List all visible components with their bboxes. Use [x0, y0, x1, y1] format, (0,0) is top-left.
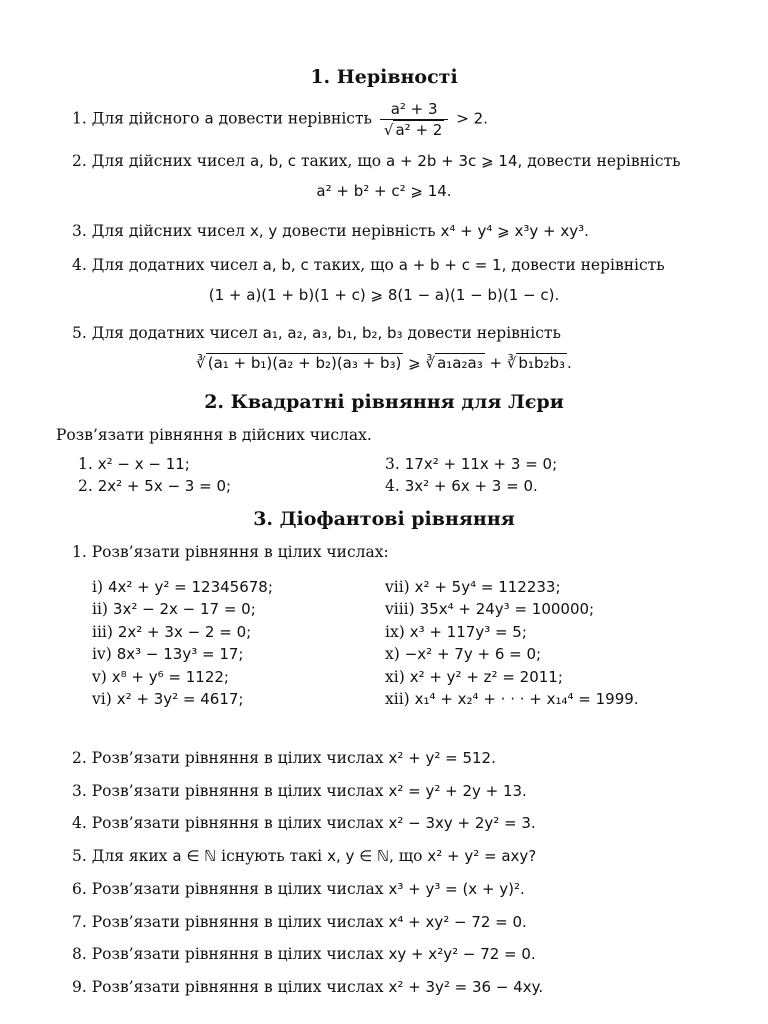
list-item: [385, 621, 639, 643]
problem-number: 2.: [72, 152, 87, 170]
math-expr: 2x² + 5x − 3 = 0;: [97, 477, 232, 495]
math-expr: a ∈ ℕ: [172, 847, 217, 866]
math-expr: 17x² + 11x + 3 = 0;: [404, 455, 558, 473]
problem-3-5: [72, 840, 543, 873]
problems-rest: [72, 742, 543, 1004]
cube-root: ∛ b₁b₂b₃: [506, 354, 566, 372]
item-number: 2.: [78, 477, 93, 495]
list-item: [385, 598, 639, 620]
math-expr: > 2.: [456, 109, 488, 128]
item-number: 4.: [385, 477, 400, 495]
problem-number: 1.: [72, 109, 87, 128]
problem-1-1: [72, 100, 488, 139]
fraction: [380, 100, 448, 139]
problem-3-4: [72, 807, 543, 840]
math-expr: −x² + 7y + 6 = 0;: [404, 645, 542, 664]
math-expr: x² + y² = axy?: [427, 847, 537, 866]
math-expr: 4x² + y² = 12345678;: [107, 578, 273, 596]
problem-text: таких, що: [300, 152, 382, 170]
problem-text: Для дійсних чисел: [91, 152, 246, 170]
problem-text: таких, що: [313, 256, 394, 274]
problem-text: Для дійсного: [91, 109, 200, 128]
list-item: [385, 643, 639, 665]
math-expr: x³ + 117y³ = 5;: [409, 622, 527, 641]
problem-text: довести нерівність: [527, 152, 681, 170]
problem-text: Для дійсних чисел: [91, 222, 246, 240]
display-math: (1 + a)(1 + b)(1 + c) ⩾ 8(1 − a)(1 − b)(1 − c).: [208, 286, 560, 304]
subproblems-right: [385, 576, 639, 710]
item-roman: ix): [385, 622, 405, 641]
fraction-denominator: √ a² + 2: [380, 119, 448, 139]
list-item: [92, 643, 273, 665]
math-expr: x² + y² = 512.: [388, 749, 496, 767]
math-expr: 8x³ − 13y³ = 17;: [116, 645, 244, 664]
problem-text: довести нерівність: [407, 324, 561, 342]
math-expr: x² + y² + z² = 2011;: [409, 667, 563, 686]
math-condition: a + 2b + 3c ⩾ 14,: [386, 152, 523, 170]
math-vars: a, b, c: [249, 152, 296, 170]
math-expr: 35x⁴ + 24y³ = 100000;: [419, 600, 595, 619]
problem-3-1: [72, 543, 389, 561]
problem-number: 4.: [72, 814, 87, 833]
display-math-roots: [0, 354, 768, 372]
item-roman: vii): [385, 578, 410, 596]
math-relation: ⩾: [408, 354, 421, 372]
problem-number: 2.: [72, 749, 87, 767]
math-vars: a, b, c: [262, 256, 309, 274]
problem-3-9: [72, 971, 543, 1004]
list-item: [385, 688, 639, 710]
problem-number: 4.: [72, 256, 87, 274]
problem-3-7: [72, 906, 543, 939]
list-item: [385, 576, 639, 598]
problem-3-8: [72, 938, 543, 971]
math-punct: .: [567, 354, 572, 372]
math-expr: x² − 3xy + 2y² = 3.: [388, 814, 536, 833]
problem-number: 1.: [72, 543, 87, 561]
list-item: [78, 477, 231, 495]
item-roman: iv): [92, 645, 112, 664]
problem-text: Для додатних чисел: [91, 324, 258, 342]
problem-text: довести нерівність: [218, 109, 372, 128]
math-expr: x⁸ + y⁶ = 1122;: [111, 667, 229, 686]
math-expr: x₁⁴ + x₂⁴ + · · · + x₁₄⁴ = 1999.: [414, 690, 639, 709]
math-expr: x² + 3y² = 4617;: [116, 690, 244, 709]
problem-1-3: [72, 222, 589, 240]
section-title-diophantine: 3. Діофантові рівняння: [253, 508, 515, 530]
item-number: 1.: [78, 455, 93, 473]
problem-number: 3.: [72, 222, 87, 240]
list-item: [385, 666, 639, 688]
problem-1-2: [72, 152, 681, 170]
item-roman: v): [92, 667, 107, 686]
root-radicand: a₁a₂a₃: [437, 354, 483, 372]
item-roman: x): [385, 645, 400, 664]
sqrt-radicand: a² + 2: [395, 121, 443, 139]
cube-root: ∛ a₁a₂a₃: [425, 354, 483, 372]
display-math: a² + b² + c² ⩾ 14.: [316, 182, 452, 200]
list-item: [92, 666, 273, 688]
section-title-quadratic: 2. Квадратні рівняння для Лєри: [204, 391, 564, 413]
subproblems-left: [92, 576, 273, 710]
problem-number: 7.: [72, 912, 87, 931]
problem-3-3: [72, 775, 543, 808]
math-vars: x, y: [249, 222, 278, 240]
problem-number: 9.: [72, 977, 87, 996]
problem-text: Розв’язати рівняння в цілих числах: [91, 912, 384, 931]
math-expr: x² = y² + 2y + 13.: [388, 781, 527, 800]
problem-text: що: [398, 847, 423, 866]
problem-3-2: [72, 742, 543, 775]
problem-1-4: [72, 256, 665, 274]
list-item: [385, 477, 538, 495]
item-roman: iii): [92, 622, 113, 641]
problem-text: Для додатних чисел: [91, 256, 258, 274]
problem-text: Розв’язати рівняння в цілих числах:: [91, 543, 389, 561]
problem-text: існують такі: [221, 847, 323, 866]
problem-number: 5.: [72, 847, 87, 866]
item-number: 3.: [385, 455, 400, 473]
math-condition: a + b + c = 1,: [398, 256, 507, 274]
cube-root: ∛ (a₁ + b₁)(a₂ + b₂)(a₃ + b₃): [196, 354, 402, 372]
root-radicand: (a₁ + b₁)(a₂ + b₂)(a₃ + b₃): [207, 354, 402, 372]
math-expr: x² + 3y² = 36 − 4xy.: [388, 977, 544, 996]
problem-text: Для яких: [91, 847, 168, 866]
list-item: [385, 455, 557, 473]
math-vars: a₁, a₂, a₃, b₁, b₂, b₃: [262, 324, 403, 342]
list-item: [92, 688, 273, 710]
problem-number: 5.: [72, 324, 87, 342]
root-radicand: b₁b₂b₃: [518, 354, 566, 372]
math-expr: x² + 5y⁴ = 112233;: [414, 578, 561, 596]
math-expr: x² − x − 11;: [97, 455, 190, 473]
fraction-numerator: a² + 3: [390, 100, 438, 118]
problem-text: Розв’язати рівняння в цілих числах: [91, 749, 384, 767]
math-expr: x⁴ + y⁴ ⩾ x³y + xy³.: [440, 222, 589, 240]
math-expr: 2x² + 3x − 2 = 0;: [117, 622, 252, 641]
item-roman: vi): [92, 690, 112, 709]
math-expr: 3x² + 6x + 3 = 0.: [404, 477, 538, 495]
math-expr: x⁴ + xy² − 72 = 0.: [388, 912, 527, 931]
problem-text: Розв’язати рівняння в цілих числах: [91, 977, 384, 996]
math-expr: xy + x²y² − 72 = 0.: [388, 945, 536, 964]
math-var: a: [204, 109, 214, 128]
list-item: [92, 576, 273, 598]
problem-text: довести нерівність: [282, 222, 436, 240]
problem-text: Розв’язати рівняння в цілих числах: [91, 781, 384, 800]
item-roman: xii): [385, 690, 410, 709]
problem-3-6: [72, 873, 543, 906]
problem-1-5: [72, 324, 561, 342]
math-operator: +: [489, 354, 503, 372]
problem-text: Розв’язати рівняння в цілих числах: [91, 945, 384, 964]
math-expr: 3x² − 2x − 17 = 0;: [112, 600, 256, 619]
item-roman: viii): [385, 600, 415, 619]
problem-number: 8.: [72, 945, 87, 964]
section-title-inequalities: 1. Нерівності: [310, 66, 458, 88]
list-item: [92, 598, 273, 620]
item-roman: xi): [385, 667, 405, 686]
list-item: [92, 621, 273, 643]
problem-text: Розв’язати рівняння в цілих числах: [91, 814, 384, 833]
list-item: [78, 455, 190, 473]
problem-number: 3.: [72, 781, 87, 800]
problem-number: 6.: [72, 879, 87, 898]
math-expr: x³ + y³ = (x + y)².: [388, 879, 525, 898]
item-roman: i): [92, 578, 104, 596]
math-expr: x, y ∈ ℕ,: [327, 847, 394, 866]
problem-text: Розв’язати рівняння в цілих числах: [91, 879, 384, 898]
item-roman: ii): [92, 600, 108, 619]
problem-text: довести нерівність: [511, 256, 665, 274]
section-intro: Розв’язати рівняння в дійсних числах.: [56, 426, 372, 444]
